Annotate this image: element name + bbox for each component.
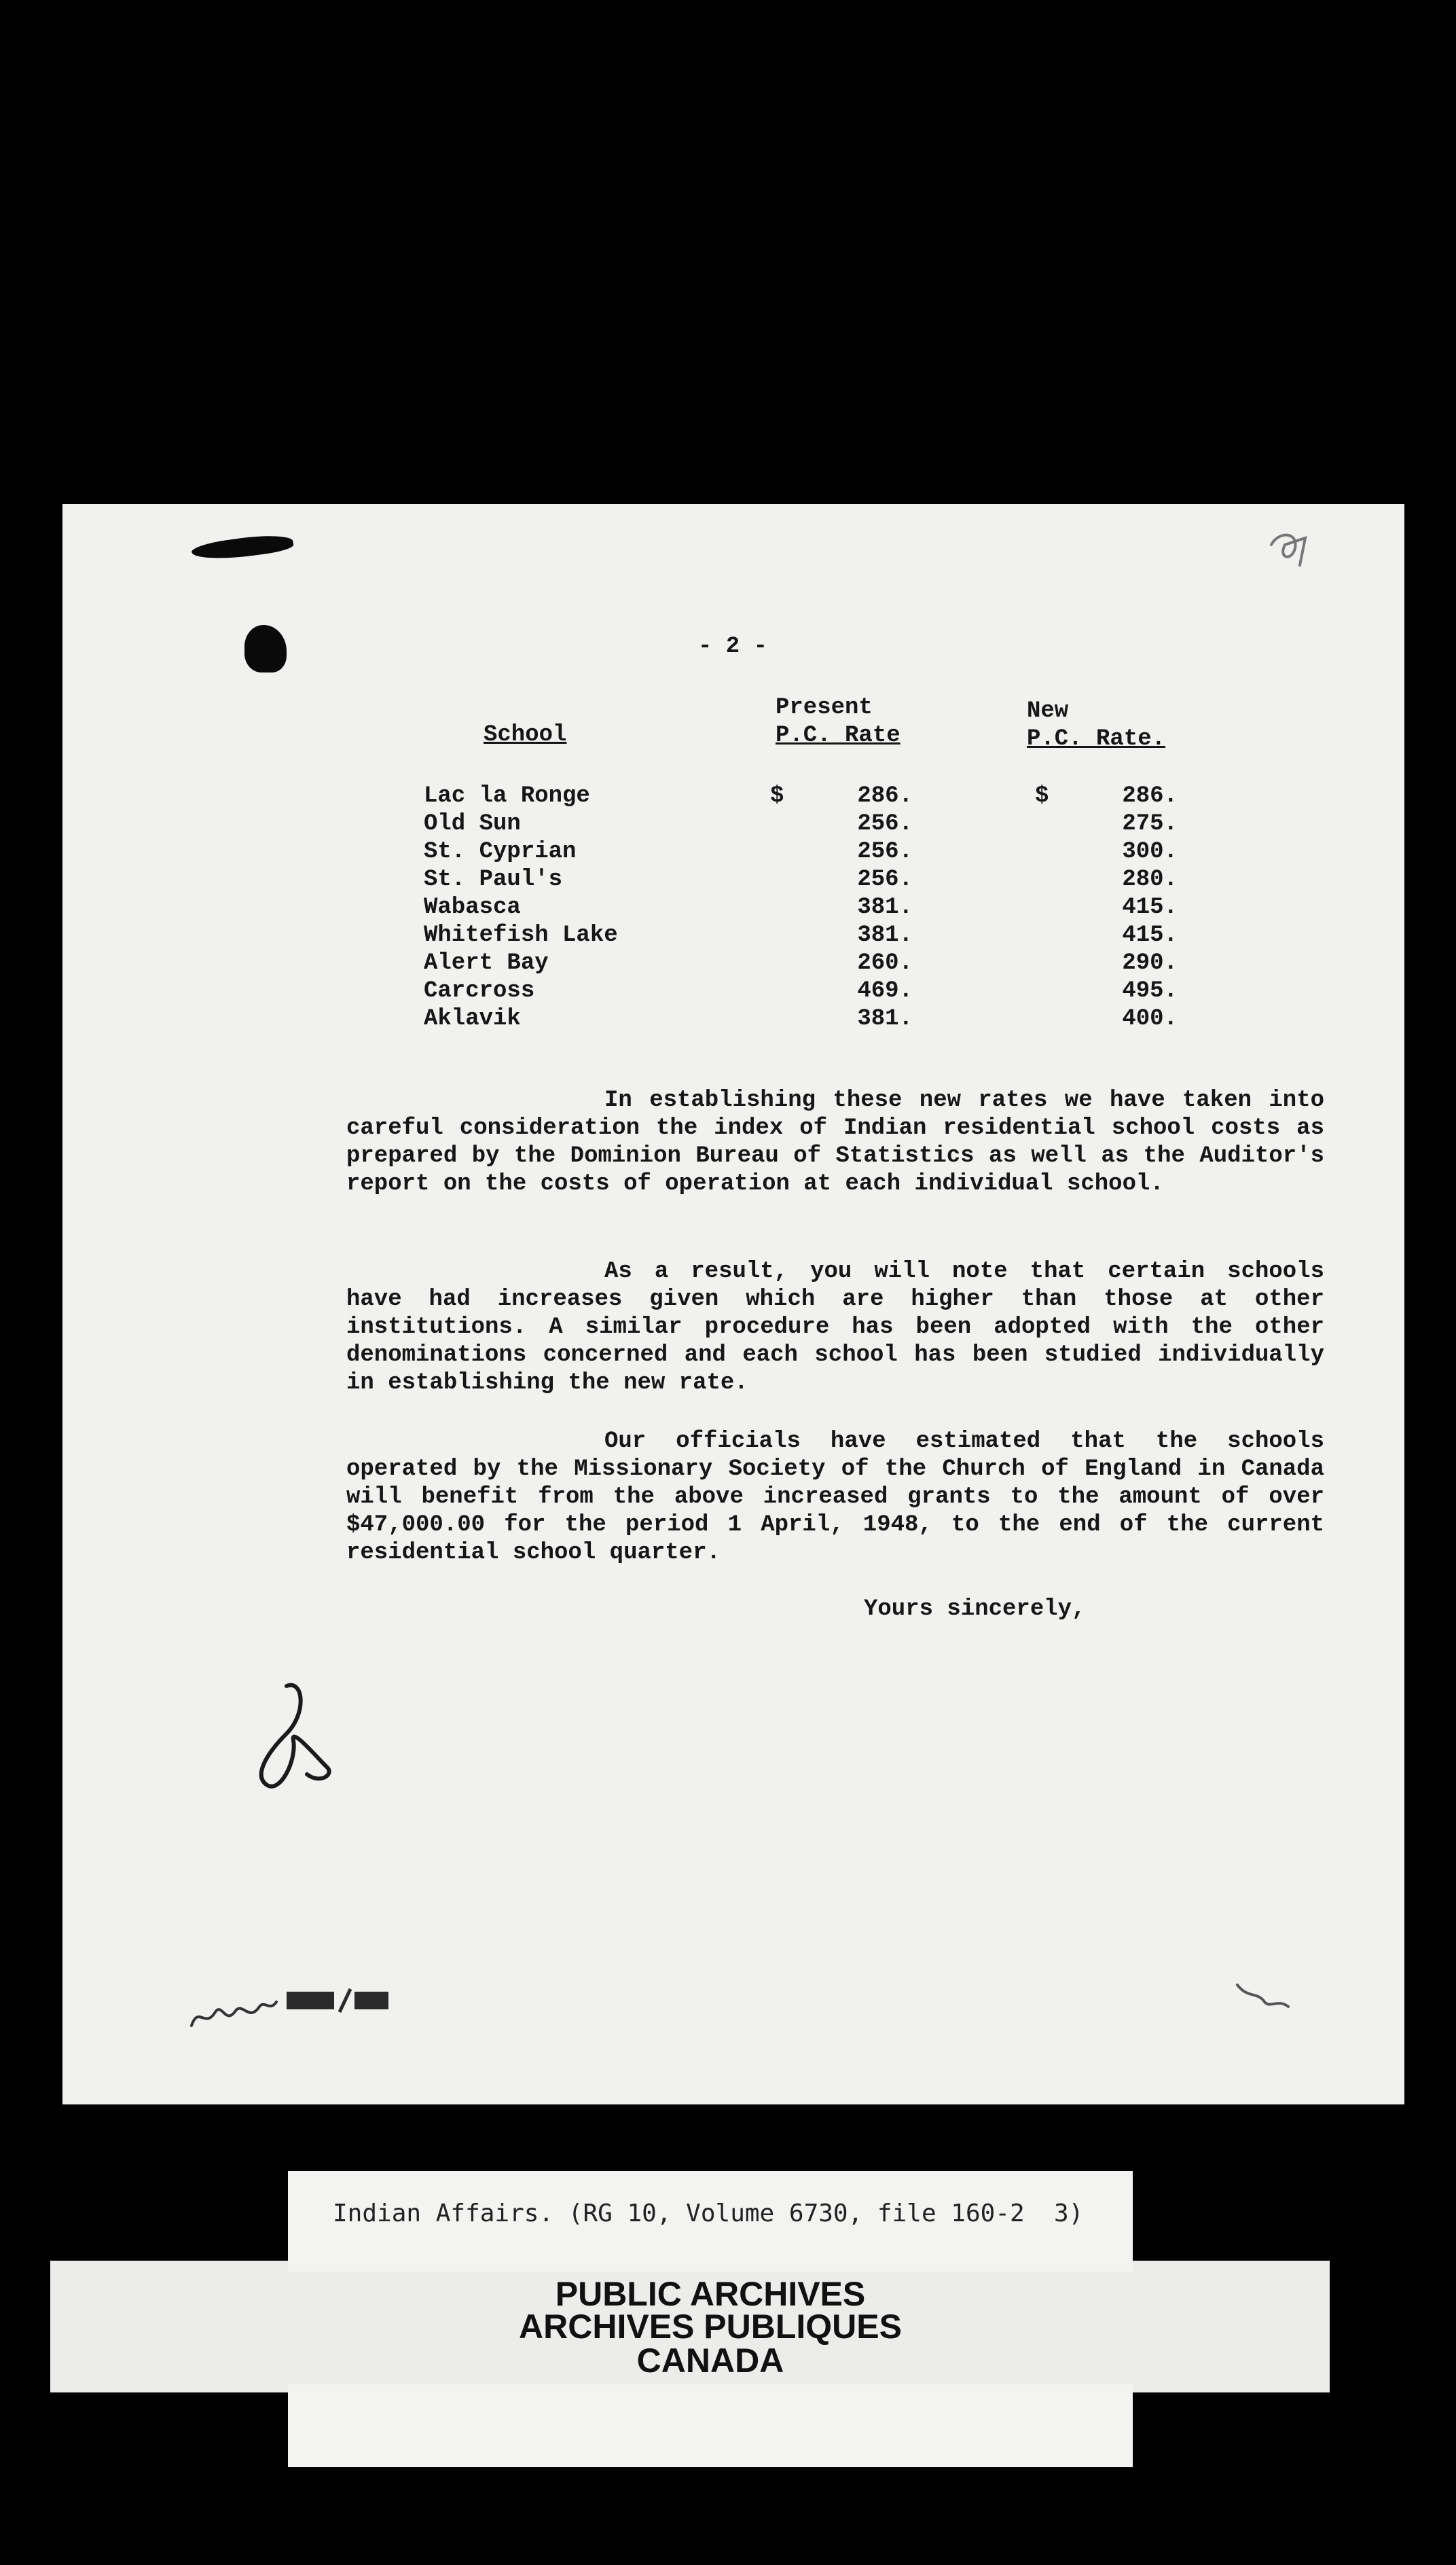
present-rate: 286. [857, 783, 913, 809]
present-rate: 256. [857, 867, 913, 893]
school-name: Alert Bay [424, 950, 549, 976]
column-header-new-rate: New P.C. Rate. [1027, 698, 1166, 752]
body-paragraph: Our officials have estimated that the schools operated by the Missionary Society of the Church of England in Canada will benefit from the above increased grants to the amount of over $47,000.00 for the period 1 April, 1948, to the end of the current residential school quarter. [346, 1429, 1324, 1566]
archive-title-french: ARCHIVES PUBLIQUES [519, 2308, 902, 2346]
table-row [424, 783, 1266, 810]
new-rate: 286. [1122, 783, 1178, 809]
archive-title-english: PUBLIC ARCHIVES [555, 2275, 866, 2313]
ink-blot [244, 625, 287, 672]
new-rate: 415. [1122, 895, 1178, 920]
table-row [424, 894, 1266, 922]
school-name: Lac la Ronge [424, 783, 590, 809]
archive-reference: Indian Affairs. (RG 10, Volume 6730, file 160-2 3) [333, 2200, 1084, 2227]
handwritten-file-note [185, 1965, 429, 2039]
archive-title-country: CANADA [636, 2342, 784, 2380]
present-rate: 381. [857, 895, 913, 920]
present-rate: 260. [857, 950, 913, 976]
table-row [424, 838, 1266, 866]
closing-salutation: Yours sincerely, [864, 1596, 1086, 1622]
school-name: Wabasca [424, 895, 521, 920]
new-rate: 300. [1122, 839, 1178, 865]
present-rate: 381. [857, 1006, 913, 1032]
page-number: - 2 - [698, 634, 768, 660]
school-name: Carcross [424, 978, 535, 1004]
school-name: St. Cyprian [424, 839, 577, 865]
table-row [424, 950, 1266, 977]
new-rate: 275. [1122, 811, 1178, 837]
archive-label-bottom [288, 2384, 1133, 2467]
table-row [424, 977, 1266, 1005]
new-rate: 400. [1122, 1006, 1178, 1032]
ink-blot [191, 531, 294, 564]
school-name: St. Paul's [424, 867, 563, 893]
school-name: Whitefish Lake [424, 922, 618, 948]
present-rate: 469. [857, 978, 913, 1004]
new-rate: 290. [1122, 950, 1178, 976]
new-rate: 280. [1122, 867, 1178, 893]
body-paragraph: As a result, you will note that certain schools have had increases given which are higher than those at other institutions. A similar procedure has been adopted with the other denominations concerned and each school has been studied individually in establishing the new rate. [346, 1259, 1324, 1396]
table-row [424, 922, 1266, 950]
corner-pencil-mark [1258, 524, 1339, 579]
body-paragraph: In establishing these new rates we have taken into careful consideration the index of Indian residential school costs as prepared by the Dominion Bureau of Statistics as well as the Auditor's report on the costs of operation at each individual school. [346, 1088, 1324, 1197]
currency-symbol: $ [770, 783, 784, 809]
school-name: Aklavik [424, 1006, 521, 1032]
table-row [424, 1005, 1266, 1033]
table-row [424, 866, 1266, 894]
present-rate: 256. [857, 811, 913, 837]
present-rate: 381. [857, 922, 913, 948]
present-rate: 256. [857, 839, 913, 865]
letter-page [62, 504, 1404, 2104]
new-rate: 415. [1122, 922, 1178, 948]
currency-symbol: $ [1035, 783, 1049, 809]
table-row [424, 810, 1266, 838]
handwritten-initials [239, 1672, 348, 1808]
new-rate: 495. [1122, 978, 1178, 1004]
column-header-school: School [484, 722, 567, 748]
column-header-present-rate: Present P.C. Rate [776, 695, 900, 749]
rates-table [424, 783, 1266, 1033]
school-name: Old Sun [424, 811, 521, 837]
pencil-mark [1231, 1971, 1298, 2019]
